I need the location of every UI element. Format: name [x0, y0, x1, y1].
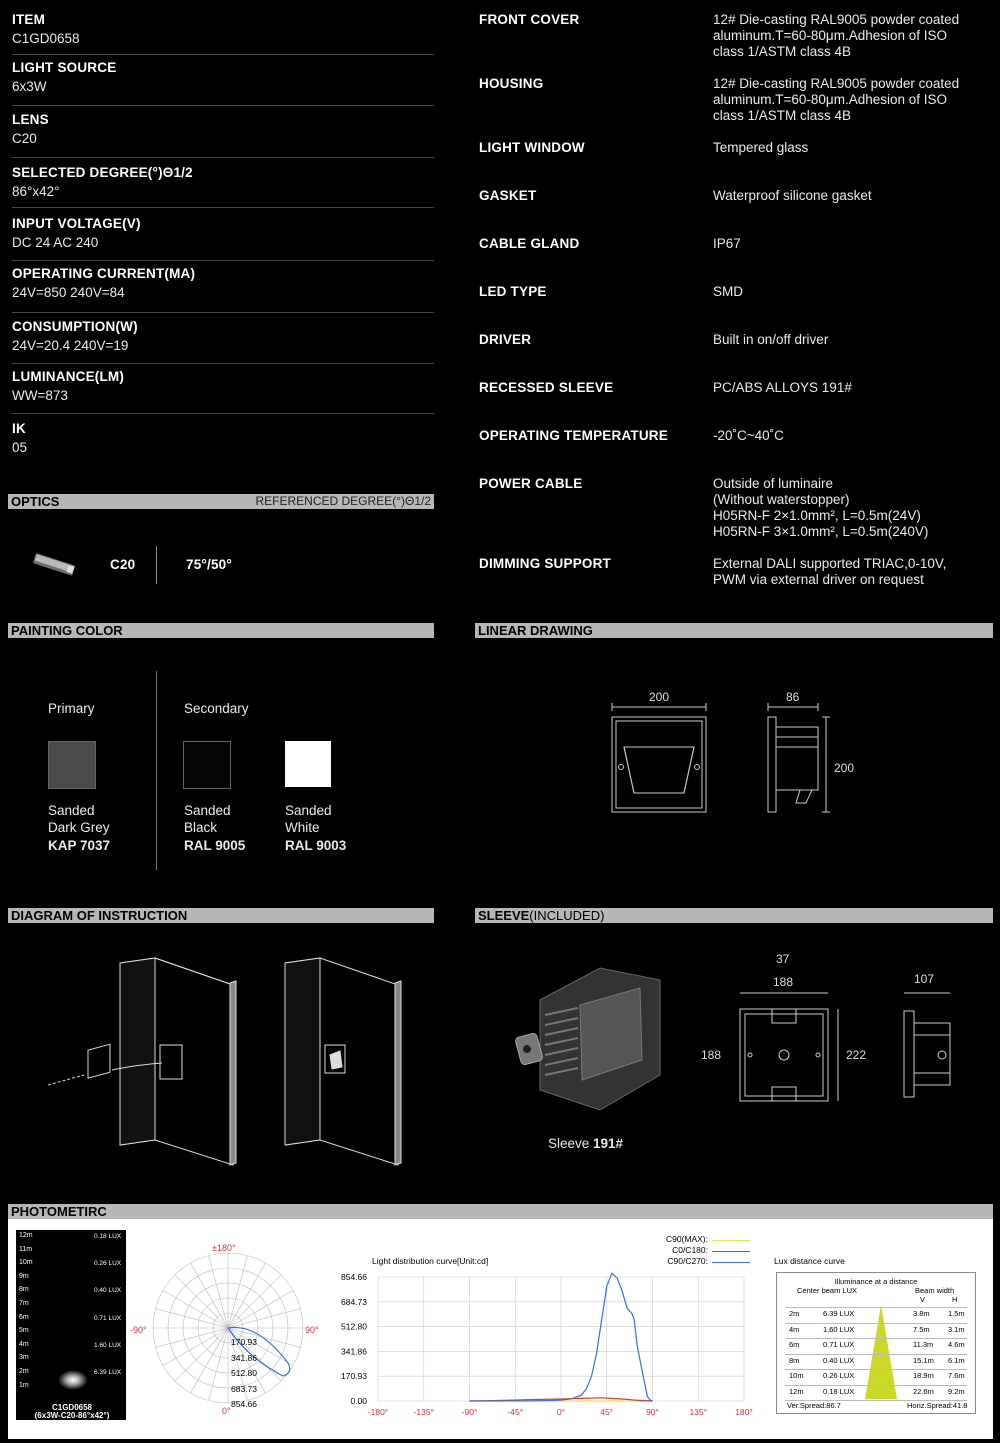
- lux-table-title: Illuminance at a distance: [834, 1277, 918, 1286]
- spec-row: [12, 319, 434, 364]
- y-tick-label: 341.86: [341, 1346, 367, 1357]
- lux-table-cell: 3.1m: [948, 1324, 965, 1334]
- sleeve-dim-188-top: 188: [773, 975, 794, 989]
- lux-value: 6.39 LUX: [94, 1369, 122, 1376]
- polar-ring-label: 683.73: [231, 1383, 257, 1394]
- lux-table-row: [785, 1385, 967, 1401]
- sleeve-dim-37: 37: [776, 952, 790, 966]
- x-tick-label: -135°: [413, 1407, 434, 1417]
- lux-distance: 3m: [19, 1354, 29, 1362]
- lux-table-cell: 0.26 LUX: [823, 1371, 855, 1380]
- x-tick-label: -90°: [461, 1407, 478, 1417]
- spec-row: [12, 266, 434, 313]
- luminaire-thumbnail: [30, 552, 80, 578]
- sleeve-dim-188-left: 188: [701, 1048, 722, 1062]
- spec-label: CONSUMPTION(W): [12, 319, 138, 334]
- lux-table-cell: 12m: [789, 1386, 804, 1396]
- spec-label: CABLE GLAND: [479, 236, 580, 251]
- spec-value-line: PC/ABS ALLOYS 191#: [713, 380, 852, 395]
- spec-label: LED TYPE: [479, 284, 547, 299]
- lux-table-row: [785, 1354, 967, 1369]
- x-tick-label: 45°: [600, 1407, 614, 1417]
- instruction-header: [8, 908, 434, 923]
- x-tick-label: -45°: [507, 1407, 524, 1417]
- spec-value-line: class 1/ASTM class 4B: [713, 44, 852, 59]
- lux-table-cell: 7.5m: [913, 1324, 930, 1334]
- dim-side-depth: 86: [786, 690, 800, 704]
- sleeve-title: SLEEVE: [478, 908, 530, 923]
- x-tick-label: 180°: [735, 1407, 753, 1417]
- lux-distance: 6m: [19, 1313, 29, 1321]
- polar-bottom-label: 0°: [222, 1406, 231, 1416]
- y-tick-label: 170.93: [341, 1371, 367, 1382]
- color-caption-dark-grey: Sanded Dark Grey KAP 7037: [48, 803, 111, 853]
- lux-table-v-header: V: [920, 1295, 926, 1304]
- hor-spread: Horiz.Spread:41.8: [907, 1401, 968, 1410]
- polar-top-label: ±180°: [212, 1243, 236, 1253]
- spec-label: IK: [12, 421, 26, 436]
- primary-label: Primary: [48, 701, 95, 716]
- spec-value: 24V=850 240V=84: [12, 285, 125, 300]
- secondary-label: Secondary: [184, 701, 249, 716]
- spec-label: SELECTED DEGREE(°)Θ1/2: [12, 165, 193, 180]
- painting-color-title: PAINTING COLOR: [11, 623, 123, 638]
- spec-value: [713, 76, 1000, 124]
- spec-row: [12, 60, 434, 106]
- optics-header: [8, 494, 434, 509]
- polar-ring-label: 170.93: [231, 1337, 257, 1347]
- spec-value: [713, 12, 1000, 60]
- painting-color-header: [8, 623, 434, 638]
- spec-label: OPERATING CURRENT(MA): [12, 266, 196, 281]
- dim-front-width: 200: [649, 690, 670, 704]
- spec-value: [713, 332, 1000, 348]
- lux-distance: 4m: [19, 1340, 29, 1348]
- spec-value-line: aluminum.T=60-80μm.Adhesion of ISO: [713, 92, 948, 107]
- lux-value: 1.60 LUX: [94, 1342, 122, 1349]
- sleeve-title-suffix: (INCLUDED): [529, 908, 605, 923]
- spec-value-line: SMD: [713, 284, 743, 299]
- spec-value: 86°x42°: [12, 184, 60, 199]
- instruction-title: DIAGRAM OF INSTRUCTION: [11, 908, 188, 923]
- x-tick-label: 0°: [556, 1407, 566, 1417]
- lux-table-cell: 9.2m: [948, 1386, 965, 1396]
- optics-title: OPTICS: [11, 494, 60, 509]
- lux-table-cell: 4m: [789, 1324, 800, 1334]
- spec-value: C1GD0658: [12, 31, 80, 46]
- spec-value-line: class 1/ASTM class 4B: [713, 108, 852, 123]
- spec-value: 05: [12, 440, 28, 455]
- legend-label: C90(MAX):: [665, 1234, 708, 1244]
- spec-row: [12, 216, 434, 261]
- lux-table-cell: 6.39 LUX: [823, 1309, 855, 1318]
- lux-table-cell: 3.8m: [913, 1309, 930, 1318]
- lux-table-row: [785, 1369, 967, 1384]
- spec-value-line: Outside of luminaire: [713, 476, 834, 491]
- spec-value-line: H05RN-F 2×1.0mm², L=0.5m(24V): [713, 508, 921, 523]
- swatch-white: [285, 741, 331, 787]
- spec-value-line: PWM via external driver on request: [713, 572, 924, 587]
- spec-value: [713, 556, 1000, 588]
- y-tick-label: 512.80: [341, 1321, 367, 1332]
- polar-diagram: [148, 1248, 308, 1408]
- swatch-black: [183, 741, 231, 789]
- lux-table: [776, 1272, 976, 1414]
- x-tick-label: 90°: [646, 1407, 659, 1417]
- optics-lens: C20: [110, 557, 136, 572]
- installation-diagram: [40, 955, 410, 1170]
- sleeve-caption: Sleeve 191#: [548, 1136, 624, 1151]
- lux-table-cell: 0.18 LUX: [823, 1386, 855, 1396]
- spec-label: LIGHT SOURCE: [12, 60, 117, 75]
- lux-table-cell: 6.1m: [948, 1355, 965, 1365]
- spec-value: [713, 140, 1000, 156]
- lux-distance: 11m: [19, 1245, 33, 1253]
- lux-value: 0.26 LUX: [94, 1260, 122, 1267]
- spec-value-line: IP67: [713, 236, 741, 251]
- spec-label: FRONT COVER: [479, 12, 580, 27]
- polar-ring-label: 512.80: [231, 1368, 257, 1378]
- lux-value: 0.40 LUX: [94, 1287, 122, 1294]
- sleeve-render: [510, 960, 670, 1120]
- spec-label: LIGHT WINDOW: [479, 140, 585, 155]
- lux-value: 0.71 LUX: [94, 1315, 122, 1322]
- linear-drawing: [600, 685, 870, 820]
- spec-label: RECESSED SLEEVE: [479, 380, 614, 395]
- y-tick-label: 0.00: [350, 1396, 367, 1406]
- lux-table-cell: 22.6m: [913, 1386, 934, 1396]
- spec-row: [12, 165, 434, 208]
- lux-distance: 12m: [19, 1232, 33, 1239]
- spec-label: GASKET: [479, 188, 537, 203]
- lux-distance: 8m: [19, 1286, 29, 1294]
- lux-distance: 2m: [19, 1368, 29, 1375]
- sleeve-header: [475, 908, 993, 923]
- sleeve-dim-107: 107: [914, 972, 935, 986]
- lux-distance: 1m: [19, 1381, 29, 1389]
- optics-degree: 75°/50°: [186, 557, 232, 572]
- spec-label: LUMINANCE(LM): [12, 369, 125, 384]
- spec-value-line: 12# Die-casting RAL9005 powder coated: [713, 76, 960, 91]
- lux-table-cell: 10m: [789, 1371, 804, 1380]
- legend-swatch: [712, 1251, 750, 1252]
- spec-value: 24V=20.4 240V=19: [12, 338, 129, 353]
- optics-referenced-degree: REFERENCED DEGREE(°)Θ1/2: [255, 494, 431, 508]
- lux-value: 0.18 LUX: [94, 1233, 122, 1240]
- lux-table-center-header: Center beam LUX: [797, 1286, 858, 1295]
- x-tick-label: 135°: [689, 1407, 708, 1417]
- lux-table-cell: 15.1m: [913, 1355, 934, 1365]
- spec-value: [713, 380, 1000, 396]
- lux-table-row: [785, 1323, 967, 1338]
- lux-table-beam-header: Beam width: [915, 1286, 955, 1295]
- spec-value: [713, 188, 1000, 204]
- spec-label: DIMMING SUPPORT: [479, 556, 612, 571]
- spec-value: [713, 284, 1000, 300]
- lux-distance: 7m: [19, 1300, 29, 1307]
- lux-distance: 9m: [19, 1272, 29, 1280]
- lux-table-row: [785, 1338, 967, 1353]
- lux-distance: 5m: [19, 1327, 29, 1335]
- spec-label: DRIVER: [479, 332, 532, 347]
- spec-value: [713, 476, 1000, 540]
- spec-row: [12, 112, 434, 158]
- spec-value: [713, 236, 1000, 252]
- color-caption-black: Sanded Black RAL 9005: [184, 803, 246, 853]
- spec-value: 6x3W: [12, 79, 47, 94]
- photometric-header: [8, 1204, 993, 1219]
- lux-table-cell: 18.9m: [913, 1371, 934, 1380]
- spec-value-line: Waterproof silicone gasket: [713, 188, 872, 203]
- linear-drawing-title: LINEAR DRAWING: [478, 623, 593, 638]
- spec-label: OPERATING TEMPERATURE: [479, 428, 668, 443]
- spec-value-line: H05RN-F 3×1.0mm², L=0.5m(240V): [713, 524, 929, 539]
- spec-value-line: Tempered glass: [713, 140, 809, 155]
- lux-table-cell: 2m: [789, 1309, 800, 1318]
- lux-table-cell: 0.40 LUX: [823, 1355, 855, 1365]
- lux-table-cell: 11.3m: [913, 1340, 934, 1349]
- spec-label: INPUT VOLTAGE(V): [12, 216, 141, 231]
- polar-ring-label: 854.66: [231, 1399, 257, 1409]
- color-caption-white: Sanded White RAL 9003: [285, 803, 347, 853]
- sleeve-dim-222: 222: [846, 1048, 867, 1062]
- x-tick-label: -180°: [367, 1407, 389, 1417]
- lux-table-cell: 8m: [789, 1355, 800, 1365]
- lux-table-cell: 7.6m: [948, 1371, 965, 1380]
- linear-drawing-header: [475, 623, 993, 638]
- photometric-title: PHOTOMETIRC: [11, 1204, 107, 1219]
- spec-value: [713, 428, 1000, 444]
- lux-table-cell: 0.71 LUX: [823, 1340, 855, 1349]
- polar-ring-label: 341.86: [231, 1352, 257, 1363]
- spec-value-line: 12# Die-casting RAL9005 powder coated: [713, 12, 960, 27]
- spec-row: [12, 369, 434, 414]
- lux-table-cell: 4.6m: [948, 1340, 965, 1349]
- polar-left-label: -90°: [130, 1325, 147, 1335]
- spec-row: [12, 421, 434, 461]
- spec-value: DC 24 AC 240: [12, 235, 99, 250]
- lux-column: [16, 1230, 126, 1420]
- spec-value-line: External DALI supported TRIAC,0-10V,: [713, 556, 947, 571]
- lux-table-row: [785, 1307, 967, 1322]
- spec-row: [12, 12, 434, 55]
- spec-label: LENS: [12, 112, 49, 127]
- spec-value: WW=873: [12, 388, 68, 403]
- lux-curve-title: Lux distance curve: [774, 1256, 845, 1266]
- spec-label: POWER CABLE: [479, 476, 583, 491]
- light-glow: [58, 1370, 88, 1390]
- legend-label: C0/C180:: [672, 1245, 708, 1255]
- y-tick-label: 854.66: [341, 1272, 367, 1282]
- light-distribution-chart: [330, 1262, 760, 1422]
- spec-value-line: -20˚C~40˚C: [713, 428, 784, 443]
- curve-title: Light distribution curve[Unit:cd]: [372, 1256, 489, 1266]
- y-tick-label: 684.73: [341, 1296, 367, 1307]
- sleeve-drawing: [720, 965, 980, 1115]
- optics-divider: [156, 546, 157, 584]
- spec-value: C20: [12, 131, 37, 146]
- polar-right-label: 90°: [305, 1325, 319, 1335]
- lux-table-cell: 1.60 LUX: [823, 1324, 855, 1334]
- spec-value-line: (Without waterstopper): [713, 492, 850, 507]
- spec-value-line: Built in on/off driver: [713, 332, 829, 347]
- lux-table-cell: 6m: [789, 1340, 800, 1349]
- dim-height: 200: [834, 761, 855, 775]
- lux-table-cell: 1.5m: [948, 1309, 965, 1318]
- spec-value-line: aluminum.T=60-80μm.Adhesion of ISO: [713, 28, 948, 43]
- lux-column-footer: C1GD0658 (6x3W-C20-86°x42°): [34, 1403, 110, 1420]
- ver-spread: Ver.Spread:86.7: [787, 1401, 841, 1410]
- spec-label: ITEM: [12, 12, 46, 27]
- lux-table-h-header: H: [952, 1295, 958, 1304]
- swatch-dark-grey: [48, 741, 96, 789]
- legend-label: C90/C270:: [667, 1256, 708, 1266]
- painting-divider: [156, 671, 157, 870]
- legend-swatch: [712, 1240, 750, 1241]
- spec-label: HOUSING: [479, 76, 544, 91]
- lux-distance: 10m: [19, 1259, 33, 1267]
